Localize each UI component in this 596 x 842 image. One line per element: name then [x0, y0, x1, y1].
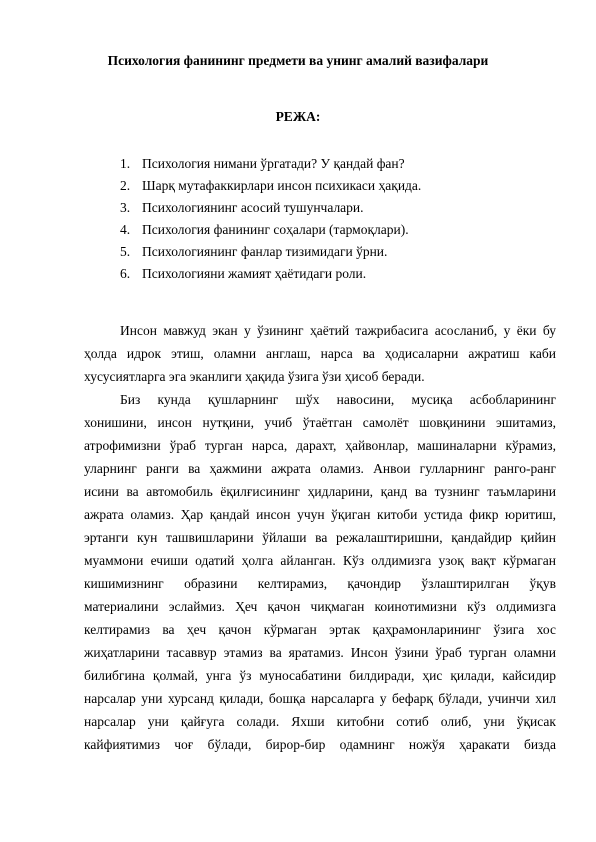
plan-item — [120, 241, 421, 263]
plan-list — [120, 153, 421, 285]
paragraph-line: билибгина қолмай, унга ўз муносабатини билдиради, ҳис қилади, кайсидир — [84, 668, 556, 683]
paragraph-line: Инсон мавжуд экан у ўзининг ҳаётий тажрибасига асосланиб, у ёки бу — [120, 323, 556, 338]
body-text — [84, 319, 556, 756]
paragraph-line: материалини эслаймиз. Ҳеч қачон чиқмаган коинотимизни кўз олдимизга — [84, 599, 556, 614]
paragraph-line: уларнинг ранги ва ҳажмини ажрата оламиз. Анвои гулларнинг ранго-ранг — [84, 461, 556, 476]
paragraph-line: кишимизнинг образини келтирамиз, қачондир ўзлаштирилган ўқув — [84, 576, 556, 591]
paragraph-line: ажрата оламиз. Ҳар қандай инсон учун ўқиган китоби устида фикр юритиш, — [84, 507, 556, 522]
paragraph-line: хонишини, инсон нутқини, учиб ўтаётган самолёт шовқинини эшитамиз, — [84, 415, 556, 430]
plan-item-number: 3. — [120, 200, 131, 215]
paragraph-line: кайфиятимиз чоғ бўлади, бирор-бир одамнинг ножўя ҳаракати бизда — [84, 737, 556, 752]
paragraph-line: жиҳатларини тасаввур этамиз ва яратамиз. Инсон ўзини ўраб турган оламни — [84, 645, 556, 660]
document-title: Психология фанининг предмети ва унинг амалий вазифалари — [107, 53, 489, 68]
paragraph-line: атрофимизни ўраб турган нарса, дарахт, ҳайвонлар, машиналарни кўрамиз, — [84, 438, 556, 453]
plan-item-number: 2. — [120, 178, 131, 193]
paragraph-line: эртанги кун ташвишларини ўйлаши ва режалаштиришни, қандайдир қийин — [84, 530, 556, 545]
plan-item-text: Психология фанининг соҳалари (тармоқлари). — [142, 222, 409, 237]
paragraph-line: хусусиятларга эга эканлиги ҳақида ўзига ўзи ҳисоб беради. — [84, 369, 425, 384]
plan-item-text: Психологиянинг фанлар тизимидаги ўрни. — [142, 244, 388, 259]
plan-item-text: Психология нимани ўргатади? У қандай фан? — [142, 156, 405, 171]
plan-item — [120, 153, 421, 175]
paragraph-line: келтирамиз ва ҳеч қачон кўрмаган эртак қаҳрамонларининг ўзига хос — [84, 622, 556, 637]
plan-item-text: Шарқ мутафаккирлари инсон психикаси ҳақида. — [142, 178, 422, 193]
paragraph-line: муаммони ечиши одатий ҳолга айланган. Кўз олдимизга узоқ вақт кўрмаган — [84, 553, 556, 568]
plan-item — [120, 263, 421, 285]
paragraph-line: нарсалар уни қайғуга солади. Яхши китобни сотиб олиб, уни ўқисак — [84, 714, 556, 729]
plan-item-text: Психологияни жамият ҳаётидаги роли. — [142, 266, 367, 281]
plan-item — [120, 175, 421, 197]
paragraph-line: Биз кунда қушларнинг шўх навосини, мусиқа асбобларининг — [120, 392, 556, 407]
plan-item-number: 4. — [120, 222, 131, 237]
paragraph-line: нарсалар уни хурсанд қилади, бошқа нарсаларга у бефарқ бўлади, учинчи хил — [84, 691, 556, 706]
plan-item-number: 6. — [120, 266, 131, 281]
plan-item-number: 5. — [120, 244, 131, 259]
plan-item-number: 1. — [120, 156, 131, 171]
paragraph-line: ҳолда идрок этиш, оламни англаш, нарса ва ҳодисаларни ажратиш каби — [84, 346, 556, 361]
plan-item-text: Психологиянинг асосий тушунчалари. — [142, 200, 364, 215]
plan-item — [120, 197, 421, 219]
paragraph-line: исини ва автомобиль ёқилғисининг ҳидларини, қанд ва тузнинг таъмларини — [84, 484, 556, 499]
plan-heading: РЕЖА: — [275, 109, 321, 124]
plan-item — [120, 219, 421, 241]
